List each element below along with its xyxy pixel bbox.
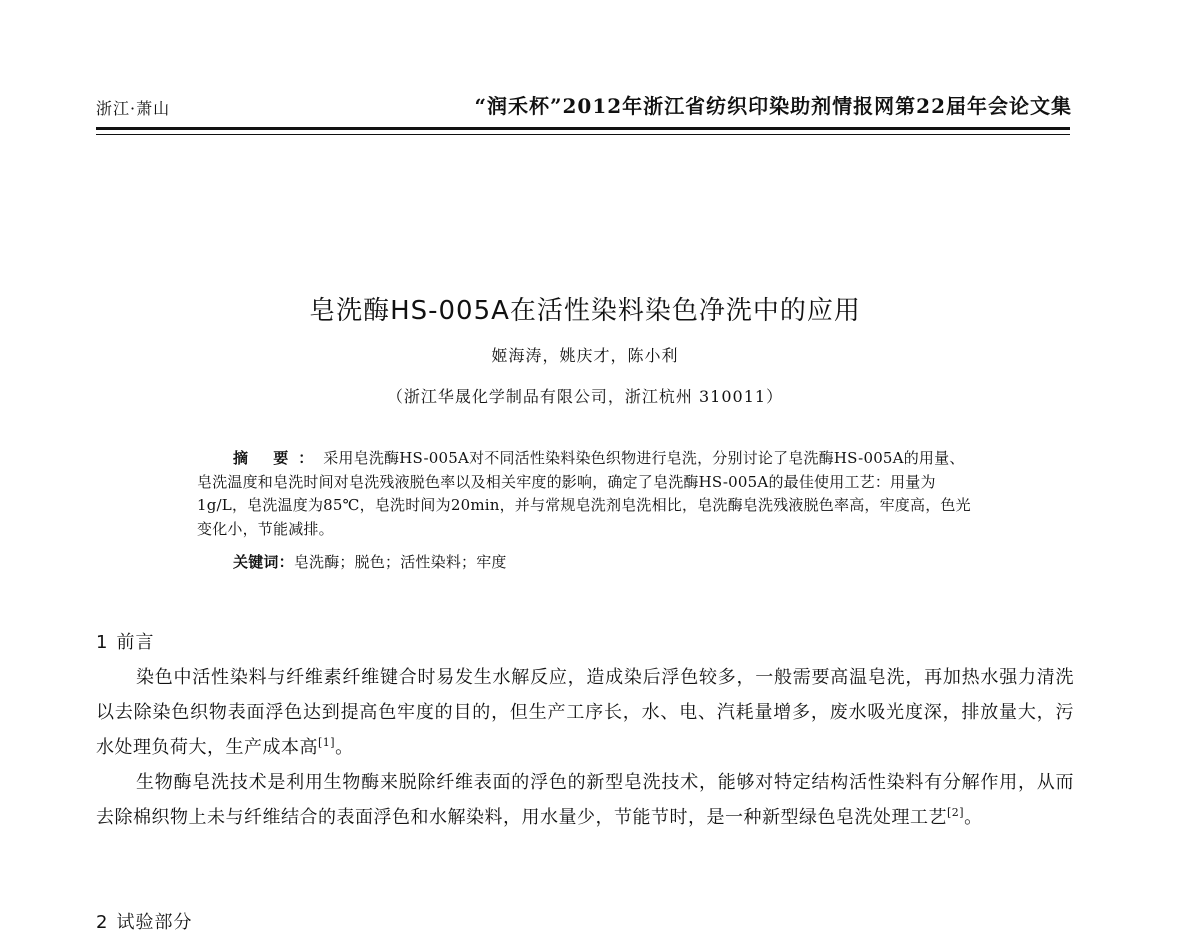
citation-ref: [1] [318,736,336,749]
body-paragraph [96,765,1074,835]
header-proceedings-title: “润禾杯”2012年浙江省纺织印染助剂情报网第22届年会论文集 [474,94,1072,118]
abstract-label: 摘 要： [233,449,324,467]
body-paragraph [96,660,1074,765]
paper-affiliation: （浙江华晟化学制品有限公司，浙江杭州 310011） [386,387,784,406]
abstract [197,447,977,541]
citation-ref: [2] [947,806,965,819]
section-title: 试验部分 [116,912,193,933]
paragraph-end: 。 [964,807,983,828]
header-rule-thin [96,134,1070,135]
header-location: 浙江·萧山 [96,99,171,118]
keywords [233,551,507,572]
abstract-body [197,447,977,541]
header-rule-thick [96,127,1070,130]
section-number: 1 [96,632,109,653]
keywords-label: 关键词： [233,553,294,571]
paragraph-text: 染色中活性染料与纤维素纤维键合时易发生水解反应，造成染后浮色较多，一般需要高温皂洗，再加热水强力清洗以去除染色织物表面浮色达到提高色牢度的目的，但生产工序长，水、电、汽耗量增多，废水吸光度深，排放量大，污水处理负荷大，生产成本高 [96,667,1074,758]
paragraph-text: 生物酶皂洗技术是利用生物酶来脱除纤维表面的浮色的新型皂洗技术，能够对特定结构活性染料有分解作用，从而去除棉织物上未与纤维结合的表面浮色和水解染料，用水量少，节能节时，是一种新型绿色皂洗处理工艺 [96,772,1074,828]
section-heading-experiment [96,908,192,934]
paper-title: 皂洗酶HS-005A在活性染料染色净洗中的应用 [309,296,861,326]
section-number: 2 [96,912,109,933]
keywords-text: 皂洗酶；脱色；活性染料；牢度 [293,553,507,571]
paper-authors: 姬海涛，姚庆才，陈小利 [491,346,679,365]
section-title: 前言 [116,632,155,653]
abstract-text: 采用皂洗酶HS-005A对不同活性染料染色织物进行皂洗，分别讨论了皂洗酶HS-005A的用量、皂洗温度和皂洗时间对皂洗残液脱色率以及相关牢度的影响，确定了皂洗酶HS-005A的最佳使用工艺：用量为1g/L，皂洗温度为85℃，皂洗时间为20min，并与常规皂洗剂皂洗相比，皂洗酶皂洗残液脱色率高，牢度高，色光变化小，节能减排。 [197,449,971,538]
paragraph-end: 。 [335,737,354,758]
section-heading-intro [96,628,154,654]
